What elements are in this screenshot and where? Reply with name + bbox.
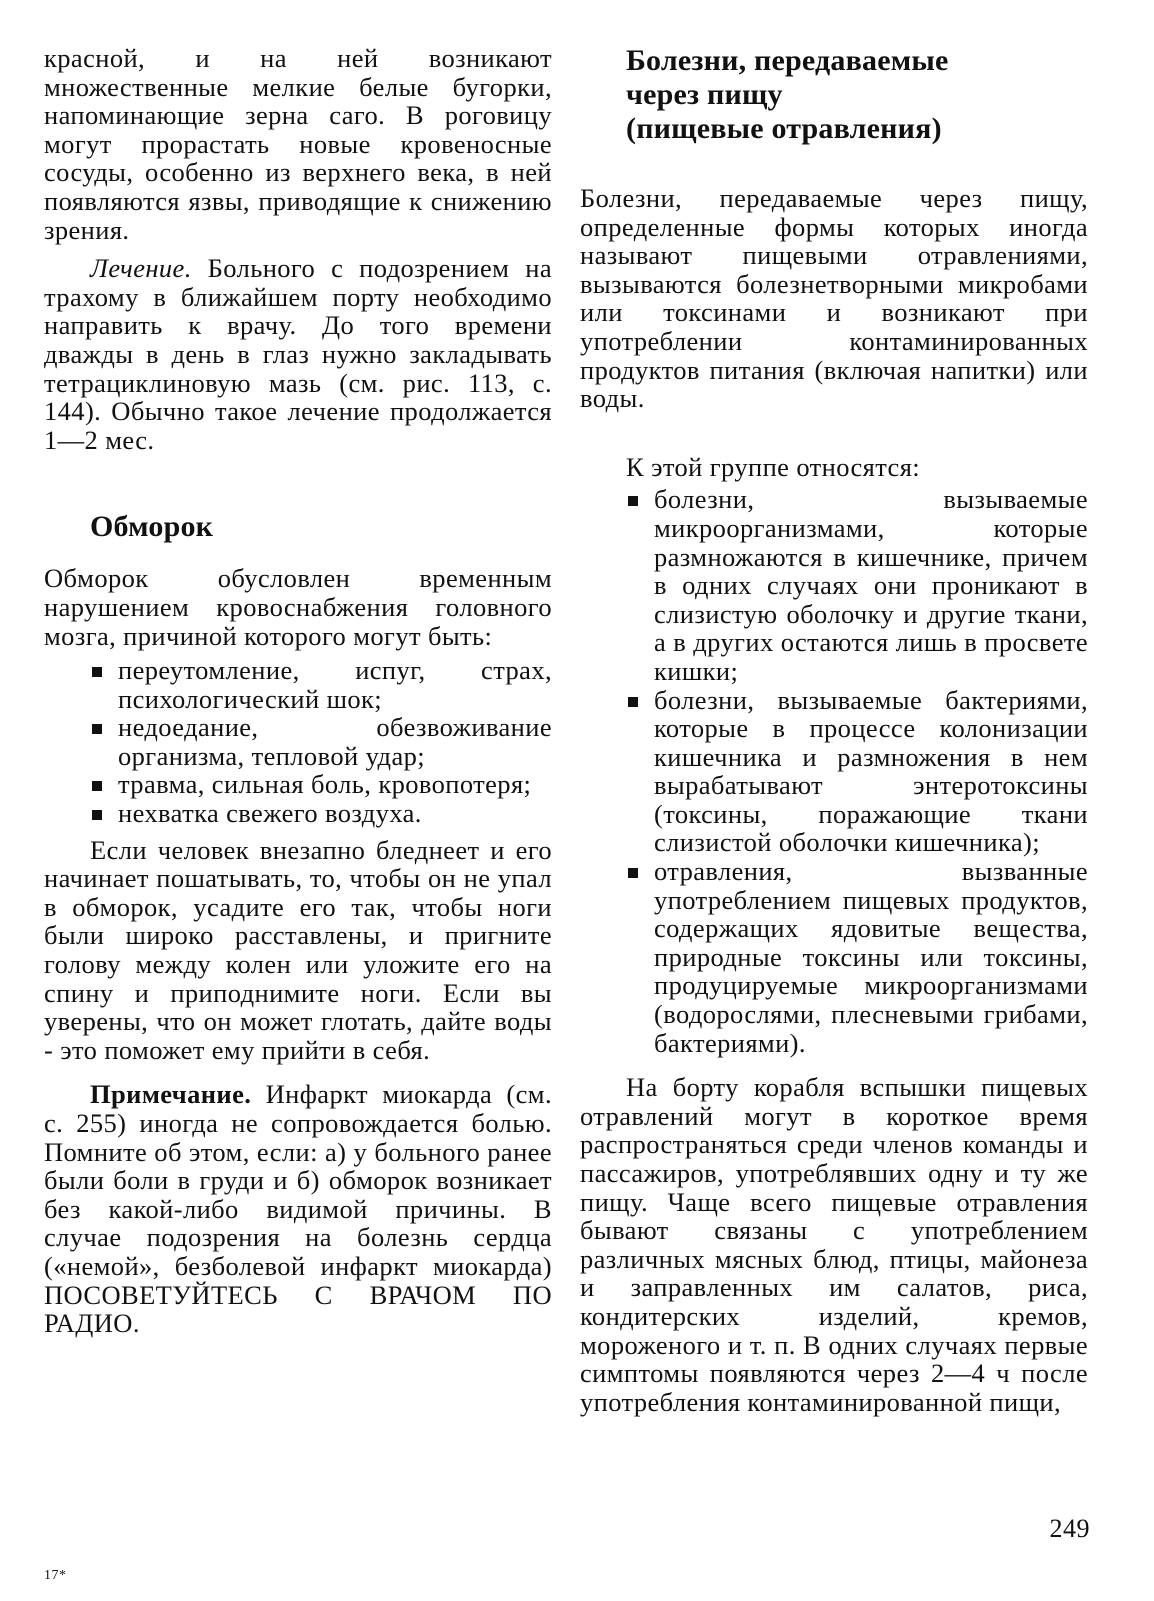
paragraph-fainting-causes: Обморок обусловлен временным нарушением кровоснабжения головного мозга, причиной которого могут быть: — [44, 563, 552, 651]
heading-line: через пищу — [626, 78, 783, 111]
foodborne-types-list — [580, 485, 1088, 1057]
list-item: болезни, вызываемые бактериями, которые в процессе колонизации кишечника и размножения в нем вырабатывают энтеротоксины (токсины, поражающие ткани слизистой оболочки кишечника); — [626, 686, 1088, 858]
paragraph-first-aid: Если человек внезапно бледнеет и его начинает пошатывать, то, чтобы он не упал в обморок, усадите его так, чтобы ноги были широко расставлены, и пригните голову между колен или уложите его на спину и приподнимите ноги. Если вы уверены, что он может глотать, дайте воды - это поможет ему прийти в себя. — [44, 834, 552, 1065]
list-item: нехватка свежего воздуха. — [90, 799, 552, 828]
paragraph-trachoma-symptoms: красной, и на ней возникают множественные мелкие белые бугорки, напоминающие зерна саго. В роговицу могут прорастать новые кровеносные сосуды, особенно из верхнего века, в ней появляются язвы, приводящие к снижению зрения. — [44, 43, 552, 245]
paragraph-ship-outbreaks: На борту корабля вспышки пищевых отравлений могут в короткое время распространяться среди членов команды и пассажиров, употреблявших одну и ту же пищу. Чаще всего пищевые отравления бывают связаны с употреблением различных мясных блюд, птицы, майонеза и заправленных им салатов, риса, кондитерских изделий, кремов, мороженого и т. п. В одних случаях первые симптомы появляются через 2—4 ч после употребления контаминированной пищи, — [580, 1072, 1088, 1417]
note-text: Инфаркт миокарда (см. с. 255) иногда не сопровождается болью. Помните об этом, если: а) у больного ранее были боли в груди и б) обморок возникает без какой-либо видимой причины. В случае подозрения на болезнь сердца («немой», безболевой инфаркт миокарда) ПОСОВЕТУЙТЕСЬ С ВРАЧОМ ПО РАДИО. — [44, 1079, 552, 1339]
treatment-text: Больного с подозрением на трахому в ближайшем порту необходимо направить к врачу. До того времени дважды в день в глаз нужно закладывать тетрациклиновую мазь (см. рис. 113, с. 144). Обычно такое лечение продолжается 1—2 мес. — [44, 253, 552, 455]
signature-mark: 17* — [44, 1568, 67, 1583]
fainting-causes-list — [44, 656, 552, 828]
heading-line: Болезни, передаваемые — [626, 44, 949, 77]
paragraph-note — [44, 1080, 552, 1337]
group-intro — [580, 453, 1088, 482]
list-item: отравления, вызванные употреблением пищевых продуктов, содержащих ядовитые вещества, природные токсины или токсины, продуцируемые микроорганизмами (водорослями, плесневыми грибами, бактериями). — [626, 857, 1088, 1057]
treatment-lead: Лечение. — [90, 253, 192, 284]
paragraph-treatment — [44, 254, 552, 454]
section-heading-foodborne — [580, 44, 1088, 146]
list-item: травма, сильная боль, кровопотеря; — [90, 770, 552, 799]
heading-line: (пищевые отравления) — [626, 112, 942, 145]
section-heading-fainting: Обморок — [90, 510, 214, 544]
right-column — [580, 44, 1088, 1416]
list-item: переутомление, испуг, страх, психологический шок; — [90, 656, 552, 713]
list-item: болезни, вызываемые микроорганизмами, которые размножаются в кишечнике, причем в одних случаях они проникают в слизистую оболочку и другие ткани, а в других остаются лишь в просвете кишки; — [626, 485, 1088, 685]
page-number: 249 — [1049, 1514, 1090, 1543]
note-lead: Примечание. — [90, 1079, 252, 1110]
paragraph-group-intro: К этой группе относятся: — [626, 451, 921, 482]
list-item: недоедание, обезвоживание организма, тепловой удар; — [90, 713, 552, 770]
paragraph-foodborne-definition: Болезни, передаваемые через пищу, определенные формы которых иногда называют пищевыми отравлениями, вызываются болезнетворными микробами или токсинами и возникают при употреблении контаминированных продуктов питания (включая напитки) или воды. — [580, 183, 1088, 414]
left-column — [44, 44, 552, 1338]
